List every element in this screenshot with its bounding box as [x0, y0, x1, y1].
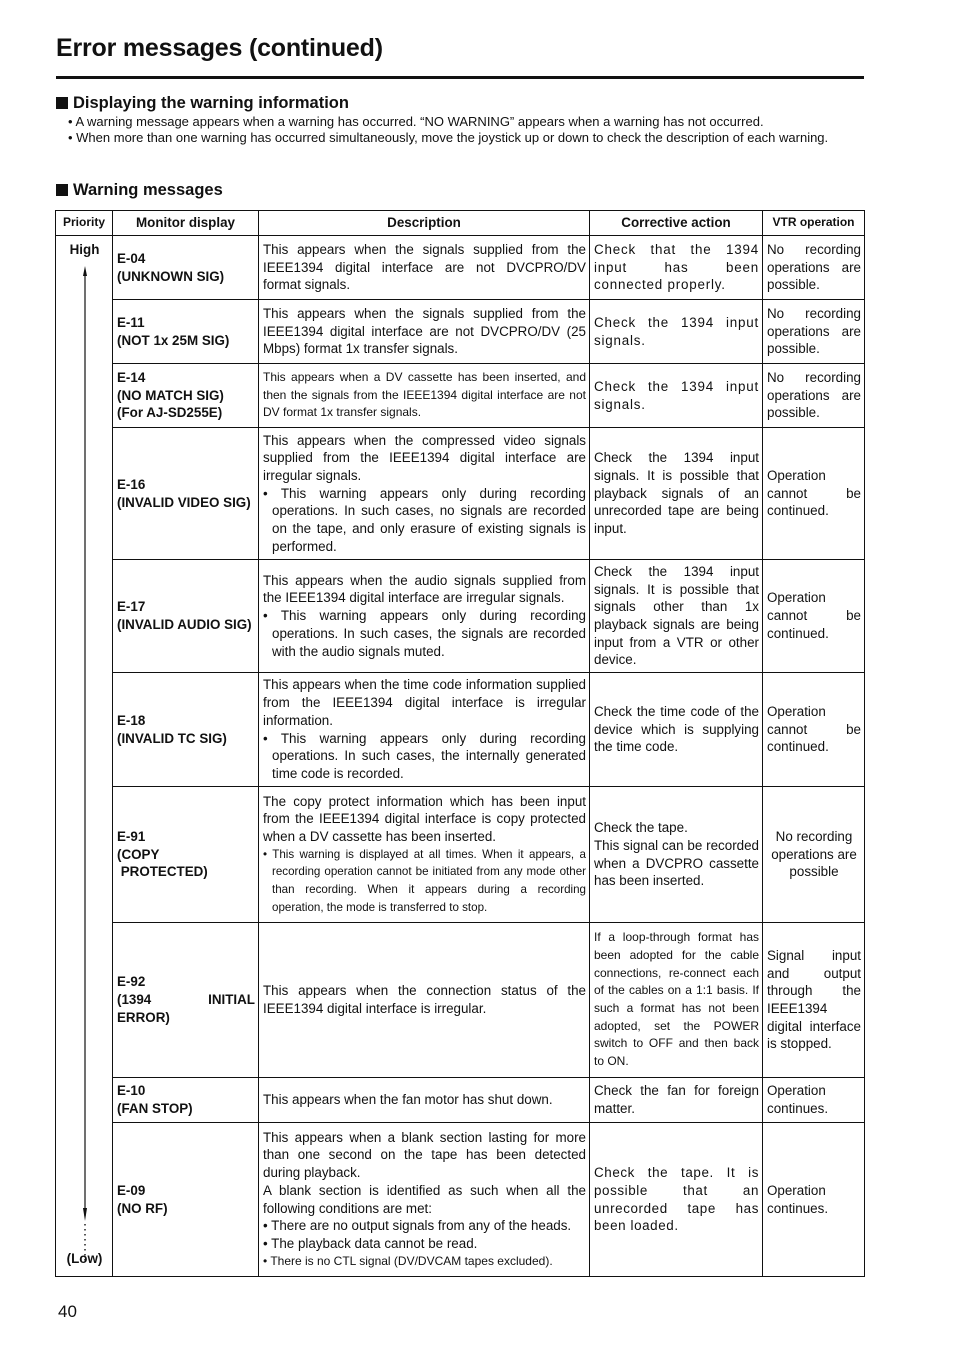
page-number: 40 — [58, 1302, 77, 1321]
table-row — [56, 300, 865, 364]
error-code: E-91 — [117, 828, 146, 844]
monitor-display-cell — [113, 428, 259, 560]
error-name: (1394 INITIAL ERROR) — [117, 992, 255, 1025]
error-note: (For AJ-SD255E) — [117, 405, 223, 421]
warning-messages-table — [55, 210, 865, 1277]
error-name: (FAN STOP) — [117, 1101, 193, 1116]
error-name: (COPY — [117, 846, 160, 862]
corrective-action-cell: If a loop-through format has been adopted for the cable connections, re-connect each of the cables on a 1:1 basis. If such a format has not been adopted, set the POWER switch to OFF and then back to ON. — [590, 923, 763, 1078]
title-rule — [56, 76, 864, 79]
error-code: E-09 — [117, 1182, 146, 1198]
section-heading-warnings — [56, 181, 223, 200]
header-description: Description — [259, 211, 590, 236]
error-name: (NOT 1x 25M SIG) — [117, 332, 230, 348]
section-heading-warnings-text: Warning messages — [73, 181, 223, 199]
table-row — [56, 673, 865, 787]
error-code: E-18 — [117, 712, 146, 728]
corrective-action-cell: Check the 1394 input signals. — [590, 300, 763, 364]
description-bullet: • This warning is displayed at all times. When it appears, a recording operation cannot be initiated from any mode other than recording. When it appears during a recording operation, the mode is transferred to stop. — [263, 847, 586, 914]
description-text: This appears when the connection status of the IEEE1394 digital interface is irregular. — [263, 983, 586, 1016]
description-text: This appears when a DV cassette has been inserted, and then the signals from the IEEE1394 digital interface are not DV format 1x transfer signals. — [263, 369, 586, 420]
corrective-action-cell: Check that the 1394 input has been connected properly. — [590, 236, 763, 300]
section-heading-display — [56, 94, 349, 113]
description-cell — [259, 1123, 590, 1277]
error-code: E-10 — [117, 1083, 146, 1099]
monitor-display-cell — [113, 923, 259, 1078]
square-bullet-icon — [56, 184, 68, 196]
description-bullet: • This warning appears only during recording operations. In such cases, no signals are recorded on the tape, and only erasure of existing signals is performed. — [263, 485, 586, 554]
error-code: E-92 — [117, 974, 146, 990]
corrective-action-cell: Check the time code of the device which is supplying the time code. — [590, 673, 763, 787]
error-name-cont: PROTECTED) — [117, 864, 208, 880]
priority-high-label: High — [69, 242, 100, 257]
vtr-operation-cell: Operation continues. — [763, 1123, 865, 1277]
corrective-action-cell: Check the fan for foreign matter. — [590, 1078, 763, 1123]
monitor-display-cell — [113, 673, 259, 787]
monitor-display-cell — [113, 1078, 259, 1123]
vtr-operation-cell: No recording operations are possible — [763, 787, 865, 923]
corrective-action-cell: Check the tape. This signal can be recorded when a DVCPRO cassette has been inserted. — [590, 787, 763, 923]
error-code: E-16 — [117, 476, 146, 492]
bullet-item: • When more than one warning has occurred simultaneously, move the joystick up or down to check the description of each warning. — [68, 130, 829, 145]
description-cell — [259, 236, 590, 300]
section-heading-display-text: Displaying the warning information — [73, 94, 349, 112]
priority-column — [56, 236, 113, 1277]
corrective-action-cell: Check the 1394 input signals. — [590, 364, 763, 428]
table-row — [56, 428, 865, 560]
table-row — [56, 1078, 865, 1123]
description-bullet: • There is no CTL signal (DV/DVCAM tapes excluded). — [263, 1253, 553, 1268]
priority-low-label: (Low) — [66, 1251, 103, 1267]
monitor-display-cell — [113, 236, 259, 300]
description-cell — [259, 428, 590, 560]
vtr-operation-cell: Operation cannot be continued. — [763, 428, 865, 560]
description-text: This appears when the fan motor has shut down. — [263, 1092, 553, 1108]
description-cell — [259, 923, 590, 1078]
vtr-operation-cell: Signal input and output through the IEEE1394 digital interface is stopped. — [763, 923, 865, 1078]
corrective-action-cell: Check the tape. It is possible that an unrecorded tape has been loaded. — [590, 1123, 763, 1277]
error-name: (INVALID AUDIO SIG) — [117, 617, 252, 632]
monitor-display-cell — [113, 300, 259, 364]
description-cell — [259, 1078, 590, 1123]
error-code: E-17 — [117, 599, 146, 615]
header-priority: Priority — [56, 211, 113, 236]
error-name: (NO MATCH SIG) — [117, 387, 224, 403]
error-code: E-11 — [117, 314, 145, 330]
description-cell — [259, 787, 590, 923]
description-text: The copy protect information which has been input from the IEEE1394 digital interface is copy protected when a DV cassette has been inserted. — [263, 793, 586, 844]
vtr-operation-cell: Operation continues. — [763, 1078, 865, 1123]
table-row — [56, 1123, 865, 1277]
description-bullet: • This warning appears only during recording operations. In such cases, the signals are recorded with the audio signals muted. — [263, 608, 586, 659]
table-row — [56, 923, 865, 1078]
description-text: This appears when the audio signals supplied from the IEEE1394 digital interface are irregular signals. — [263, 572, 586, 606]
error-name: (INVALID VIDEO SIG) — [117, 494, 251, 510]
monitor-display-cell — [113, 364, 259, 428]
error-code: E-14 — [117, 369, 146, 385]
vtr-operation-cell: Operation cannot be continued. — [763, 560, 865, 673]
corrective-action-cell: Check the 1394 input signals. It is possible that signals other than 1x playback signals are being input from a VTR or other device. — [590, 560, 763, 673]
corrective-action-cell: Check the 1394 input signals. It is possible that playback signals of an unrecorded tape are being input. — [590, 428, 763, 560]
vtr-operation-cell: Operation cannot be continued. — [763, 673, 865, 787]
vtr-operation-cell: No recording operations are possible. — [763, 236, 865, 300]
error-code: E-04 — [117, 250, 146, 266]
table-row — [56, 560, 865, 673]
monitor-display-cell — [113, 1123, 259, 1277]
header-monitor-display: Monitor display — [113, 211, 259, 236]
table-row — [56, 236, 865, 300]
description-text: This appears when the time code information supplied from the IEEE1394 digital interface is irregular information. — [263, 677, 586, 728]
description-cell — [259, 560, 590, 673]
monitor-display-cell — [113, 787, 259, 923]
header-vtr-operation: VTR operation — [763, 211, 865, 236]
header-corrective-action: Corrective action — [590, 211, 763, 236]
square-bullet-icon — [56, 97, 68, 109]
table-header-row — [56, 211, 865, 236]
table-row — [56, 364, 865, 428]
description-bullet: • This warning appears only during recording operations. In such cases, the internally generated time code is recorded. — [263, 730, 586, 781]
error-name: (NO RF) — [117, 1200, 168, 1216]
bullet-item: • A warning message appears when a warning has occurred. “NO WARNING” appears when a warning has not occurred. — [68, 114, 764, 129]
description-cell — [259, 673, 590, 787]
vtr-operation-cell: No recording operations are possible. — [763, 364, 865, 428]
description-text: This appears when the compressed video signals supplied from the IEEE1394 digital interface are irregular signals. — [263, 432, 586, 483]
monitor-display-cell — [113, 560, 259, 673]
vtr-operation-cell: No recording operations are possible. — [763, 300, 865, 364]
table-row — [56, 787, 865, 923]
description-cell — [259, 300, 590, 364]
bullet-list — [68, 114, 868, 146]
description-text: This appears when the signals supplied from the IEEE1394 digital interface are not DVCPRO/DV format signals. — [263, 241, 586, 293]
description-bullet: • There are no output signals from any of the heads. — [263, 1218, 572, 1234]
error-name: (UNKNOWN SIG) — [117, 268, 225, 284]
priority-arrow-icon — [83, 266, 87, 1266]
description-text: A blank section is identified as such when all the following conditions are met: — [263, 1182, 586, 1216]
description-cell — [259, 364, 590, 428]
description-text: This appears when a blank section lasting for more than one second on the tape has been detected during playback. — [263, 1129, 586, 1181]
page-title: Error messages (continued) — [56, 34, 383, 62]
description-text: This appears when the signals supplied from the IEEE1394 digital interface are not DVCPRO/DV (25 Mbps) format 1x transfer signals. — [263, 305, 586, 357]
error-name: (INVALID TC SIG) — [117, 730, 227, 746]
description-bullet: • The playback data cannot be read. — [263, 1235, 478, 1251]
